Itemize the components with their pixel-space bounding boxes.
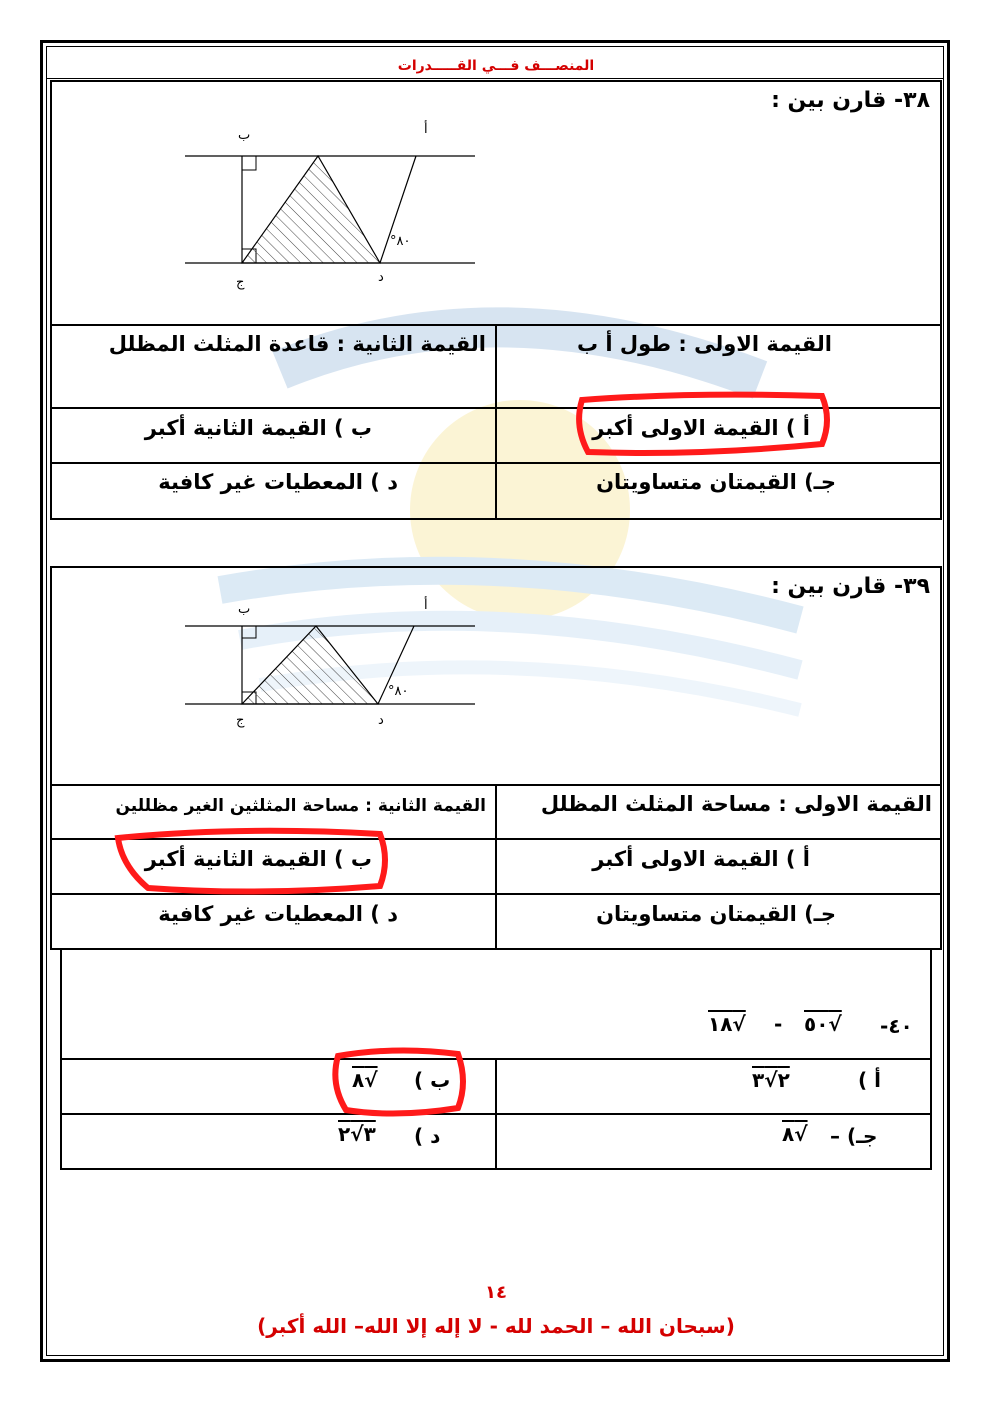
q39-label-j: ج — [236, 713, 245, 728]
q38-angle-label: °٨٠ — [390, 234, 411, 249]
q40-option-a-value: ٢√٣ — [752, 1068, 790, 1092]
q38-option-a[interactable]: أ ) القيمة الاولى أكبر — [592, 416, 810, 440]
header-divider — [47, 78, 943, 79]
q40-expr-right: ٥٠√ — [804, 1012, 842, 1036]
q40-expr-left: ١٨√ — [708, 1012, 746, 1036]
q38-title: ٣٨- قارن بين : — [771, 88, 930, 113]
q38-option-d[interactable]: د ) المعطيات غير كافية — [158, 470, 398, 494]
q40-expr-minus: - — [774, 1012, 783, 1036]
q40-option-c-label[interactable]: جـ) – — [830, 1124, 878, 1148]
q40-number: -٤٠ — [880, 1014, 913, 1038]
q39-column-divider — [495, 784, 497, 950]
footer-dhikr-text: (سبحان الله – الحمد لله - لا إله إلا الله– الله أكبر) — [257, 1314, 735, 1338]
q39-label-b: ب — [238, 602, 251, 617]
q39-option-d[interactable]: د ) المعطيات غير كافية — [158, 902, 398, 926]
q40-option-c-value: ٨√ — [782, 1122, 808, 1146]
q40-right-border — [930, 950, 932, 1170]
q38-label-a: أ — [424, 122, 428, 137]
q38-value-1: القيمة الاولى : طول أ ب — [576, 332, 832, 356]
q40-option-d-label[interactable]: د ) — [414, 1124, 441, 1148]
q40-option-b-label[interactable]: ب ) — [414, 1068, 451, 1092]
q40-answer-highlight-circle — [326, 1046, 472, 1118]
q39-answer-highlight-circle — [108, 826, 394, 896]
q38-geometry-diagram — [180, 120, 480, 290]
q38-answer-highlight-circle — [568, 390, 840, 466]
q39-value-2 — [115, 792, 486, 816]
q40-left-border — [60, 950, 62, 1170]
page-number: ١٤ — [485, 1282, 507, 1303]
q40-option-d-value: ٣√٢ — [338, 1122, 376, 1146]
q40-option-a-label[interactable]: أ ) — [858, 1068, 881, 1092]
q39-label-d: د — [378, 713, 384, 728]
q38-label-b: ب — [238, 128, 251, 143]
q39-value-1: القيمة الاولى : مساحة المثلث المظلل — [540, 792, 932, 816]
q39-geometry-diagram — [180, 596, 480, 726]
q39-option-a[interactable]: أ ) القيمة الاولى أكبر — [592, 847, 810, 871]
q40-option-b-value: ٨√ — [352, 1068, 378, 1092]
q38-option-c[interactable]: جـ) القيمتان متساويتان — [596, 470, 836, 494]
q39-label-a: أ — [424, 598, 428, 613]
q38-column-divider — [495, 324, 497, 520]
q38-value-2: القيمة الثانية : قاعدة المثلث المظلل — [108, 332, 486, 356]
q39-option-b[interactable]: ب ) القيمة الثانية أكبر — [144, 847, 372, 871]
q38-label-j: ج — [236, 275, 245, 290]
q38-label-d: د — [378, 270, 384, 285]
q38-option-b[interactable]: ب ) القيمة الثانية أكبر — [144, 416, 372, 440]
page-header-title: المنصـــف فـــي القـــــدرات — [397, 58, 595, 74]
q39-title: ٣٩- قارن بين : — [771, 574, 930, 599]
q40-column-divider — [495, 1058, 497, 1170]
q39-angle-label: °٨٠ — [388, 684, 409, 699]
q39-option-c[interactable]: جـ) القيمتان متساويتان — [596, 902, 836, 926]
q39-value-2-text: القيمة الثانية : مساحة المثلثين الغير مظللين — [115, 796, 486, 816]
